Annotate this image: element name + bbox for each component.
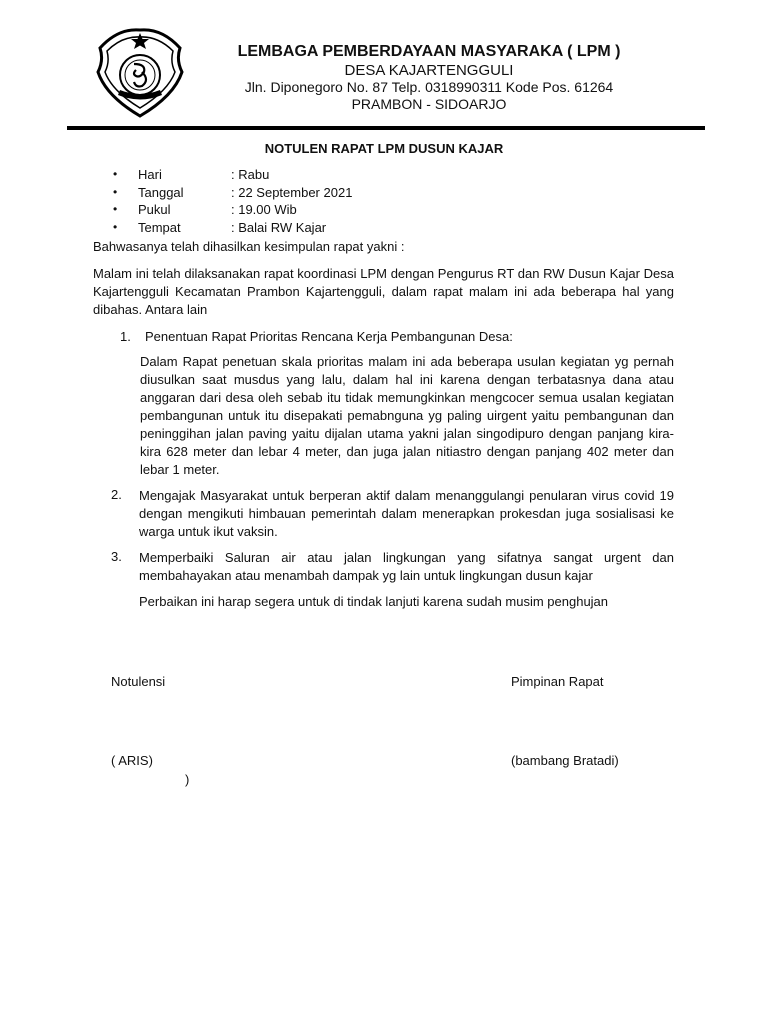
signature-name-notulensi: ( ARIS) — [111, 753, 153, 768]
info-label: Tempat — [138, 220, 181, 235]
item-note: Perbaikan ini harap segera untuk di tindak lanjuti karena sudah musim penghujan — [139, 594, 609, 609]
item-body: Memperbaiki Saluran air atau jalan lingkungan yang sifatnya sangat urgent dan membahayakan atau menambah dampak yg lain untuk lingkungan dusun kajar — [139, 550, 674, 583]
info-value: : 19.00 Wib — [231, 202, 297, 217]
regency-emblem-logo — [90, 20, 190, 120]
info-label: Hari — [138, 167, 162, 182]
signature-name-pimpinan: (bambang Bratadi) — [511, 753, 619, 768]
bullet-icon: • — [113, 202, 118, 216]
info-label: Tanggal — [138, 185, 184, 200]
info-value: : Balai RW Kajar — [231, 220, 327, 235]
intro-text: Bahwasanya telah dihasilkan kesimpulan rapat yakni : — [93, 239, 405, 254]
opening-paragraph: Malam ini telah dilaksanakan rapat koordinasi LPM dengan Pengurus RT dan RW Dusun Kajar Desa Kajartengguli Kecamatan Prambon Kajartengguli, dalam rapat malam ini ada beberapa hal yang dibahas. Antara lain — [93, 266, 674, 317]
signature-title-notulensi: Notulensi — [111, 674, 166, 689]
info-value: : 22 September 2021 — [231, 185, 353, 200]
item-number: 3. — [111, 549, 122, 564]
info-value: : Rabu — [231, 167, 270, 182]
item-body: Dalam Rapat penetuan skala prioritas malam ini ada beberapa usulan kegiatan yg pernah diusulkan saat musdus yang lalu, dalam hal ini karena dengan terbatasnya dana atau anggaran dari desa oleh sebab itu tidak memungkinkan mengcocer semua usalan kegiatan pembangunan untuk itu disepakati pemabnguna yg paling uirgent yaitu pembangunan dan peninggihan jalan paving yaitu dijalan utama yakni jalan singodipuro dengan panjang kira-kira 628 meter dan lebar 4 meter, dan juga jalan nitiastro dengan panjang 402 meter dan lebar 1 meter. — [140, 354, 674, 477]
item-body: Mengajak Masyarakat untuk berperan aktif dalam menanggulangi penularan virus covid 19 dengan mengikuti himbauan pemerintah dalam menerapkan prokesdan juga sosialisasi ke warga untuk ikut vaksin. — [139, 488, 674, 539]
item-number: 1. — [120, 329, 131, 344]
office-address: Jln. Diponegoro No. 87 Telp. 0318990311 Kode Pos. 61264 — [244, 79, 614, 95]
bullet-icon: • — [113, 185, 118, 199]
info-label: Pukul — [138, 202, 171, 217]
village-name: DESA KAJARTENGGULI — [344, 62, 514, 79]
bullet-icon: • — [113, 167, 118, 181]
region-name: PRAMBON - SIDOARJO — [351, 96, 507, 112]
document-title: NOTULEN RAPAT LPM DUSUN KAJAR — [264, 141, 504, 156]
organization-name: LEMBAGA PEMBERDAYAAN MASYARAKA ( LPM ) — [237, 43, 621, 60]
item-number: 2. — [111, 487, 122, 502]
signature-title-pimpinan: Pimpinan Rapat — [511, 674, 604, 689]
item-title: Penentuan Rapat Prioritas Rencana Kerja Pembangunan Desa: — [145, 329, 513, 344]
bullet-icon: • — [113, 220, 118, 234]
signature-closing-paren: ) — [185, 772, 190, 787]
letterhead-divider — [67, 126, 705, 130]
